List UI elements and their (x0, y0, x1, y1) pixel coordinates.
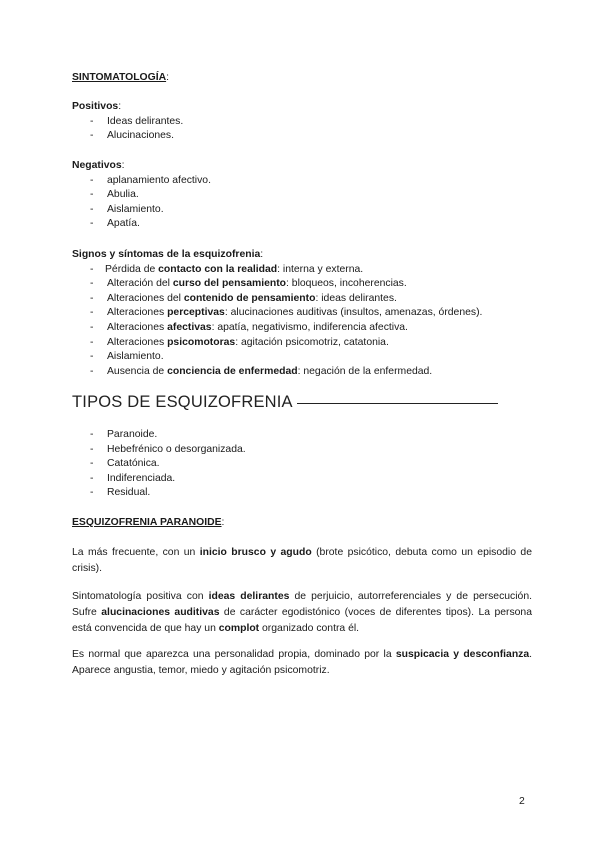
list-item: - Alteraciones del contenido de pensamiento: ideas delirantes. (72, 292, 532, 307)
signos-block: Signos y síntomas de la esquizofrenia: - Pérdida de contacto con la realidad: interna y externa. - Alteración del curso del pensamiento: bloqueos, incoherencias. - Alteraciones del contenido de pensamiento: ideas delirantes. - Alteraciones perceptivas: alucinaciones auditivas (insultos, amenazas, órdenes). - Alteraciones afectivas: apatía, negativismo, indiferencia afectiva. - Alteraciones psicomotoras: agitación psicomotriz, catatonia. - Aislamiento. - Ausencia de conciencia de enfermedad: negación de la enfermedad. (72, 248, 532, 379)
tipos-heading (72, 393, 498, 412)
paranoide-paragraph-2: Sintomatología positiva con ideas delirantes de perjuicio, autorreferenciales y de persecución. Sufre alucinaciones auditivas de carácter egodistónico (voces de diferentes tipos). La persona está convencida de que hay un complot organizado contra él. (72, 591, 532, 634)
paranoide-paragraph-1: La más frecuente, con un inicio brusco y agudo (brote psicótico, debuta como un episodio de crisis). (72, 547, 532, 574)
negativos-block: Negativos: - aplanamiento afectivo. - Abulia. - Aislamiento. - Apatía. (72, 159, 532, 232)
positivos-block: Positivos: - Ideas delirantes. - Alucinaciones. (72, 100, 532, 144)
heading-rule (297, 403, 498, 404)
list-item: - Apatía. (72, 217, 532, 232)
positivos-label: Positivos (72, 101, 119, 112)
list-item: - Abulia. (72, 188, 532, 203)
sintomatologia-title-line: SINTOMATOLOGÍA: (72, 72, 169, 83)
signos-label: Signos y síntomas de la esquizofrenia (72, 249, 261, 260)
negativos-list (72, 174, 532, 232)
tipos-block (72, 428, 532, 501)
positivos-list (72, 115, 532, 144)
signos-list (72, 263, 532, 380)
list-item: - Indiferenciada. (72, 472, 532, 487)
list-item: - Alteraciones afectivas: apatía, negativismo, indiferencia afectiva. (72, 321, 532, 336)
list-item: - Ausencia de conciencia de enfermedad: negación de la enfermedad. (72, 365, 532, 380)
section-title: SINTOMATOLOGÍA (72, 72, 167, 83)
list-item: - Catatónica. (72, 457, 532, 472)
list-item: - Alteraciones psicomotoras: agitación psicomotriz, catatonia. (72, 336, 532, 351)
paranoide-title: ESQUIZOFRENIA PARANOIDE (72, 517, 222, 528)
list-item: - Residual. (72, 486, 532, 501)
list-item: - Ideas delirantes. (72, 115, 532, 130)
negativos-label: Negativos (72, 160, 122, 171)
list-item: - Pérdida de contacto con la realidad: interna y externa. (72, 263, 532, 278)
list-item: - Alteración del curso del pensamiento: bloqueos, incoherencias. (72, 277, 532, 292)
list-item: - Alucinaciones. (72, 129, 532, 144)
page-number: 2 (519, 796, 525, 807)
tipos-list (72, 428, 532, 501)
list-item: - Hebefrénico o desorganizada. (72, 443, 532, 458)
list-item: - Aislamiento. (72, 350, 532, 365)
paranoide-paragraph-3: Es normal que aparezca una personalidad propia, dominado por la suspicacia y desconfianza. Aparece angustia, temor, miedo y agitación psicomotriz. (72, 649, 533, 676)
list-item: - aplanamiento afectivo. (72, 174, 532, 189)
list-item: - Aislamiento. (72, 203, 532, 218)
list-item: - Alteraciones perceptivas: alucinaciones auditivas (insultos, amenazas, órdenes). (72, 306, 532, 321)
paranoide-title-line: ESQUIZOFRENIA PARANOIDE: (72, 517, 225, 528)
tipos-heading-text: TIPOS DE ESQUIZOFRENIA (72, 393, 293, 411)
list-item: - Paranoide. (72, 428, 532, 443)
